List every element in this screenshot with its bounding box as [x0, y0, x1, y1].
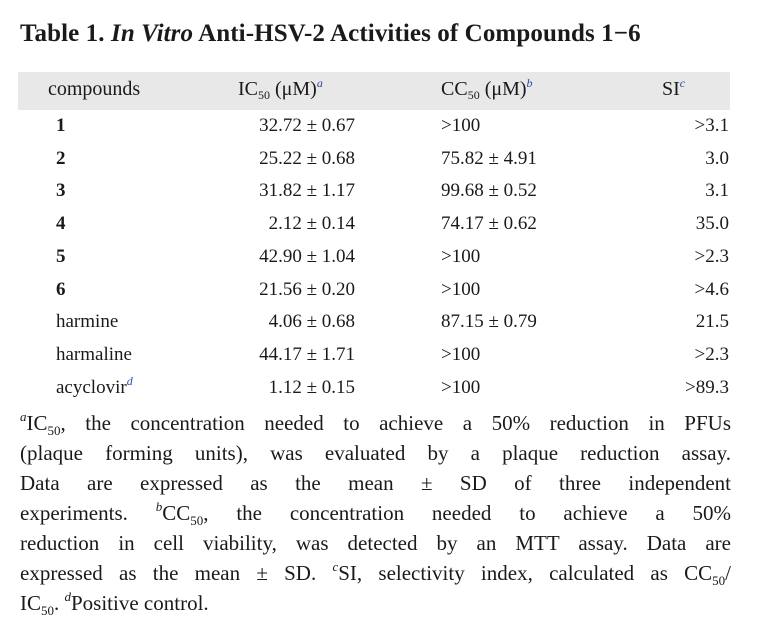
footnote-a-marker: a: [20, 409, 27, 424]
header-ic50-unit: (μM): [275, 78, 317, 100]
si-value: 21.5: [695, 311, 729, 332]
ic50-value: 21.56 ± 0.20: [259, 279, 355, 300]
ic50-value: 42.90 ± 1.04: [259, 246, 355, 267]
header-cc50-note: b: [526, 76, 533, 90]
compound-name: [56, 213, 66, 235]
caption-rest: Anti-HSV-2 Activities of Compounds 1−6: [198, 20, 641, 47]
cc50-value: >100: [441, 279, 481, 300]
compound-note: d: [126, 374, 133, 388]
compound-name: [56, 115, 66, 137]
compound-name: [56, 148, 66, 170]
ic50-value: 2.12 ± 0.14: [268, 213, 355, 234]
compound-label: 6: [56, 279, 66, 300]
compound-label: acyclovir: [56, 377, 127, 398]
compound-label: 1: [56, 115, 66, 136]
footnote-d-marker: d: [64, 589, 71, 604]
compound-name: [56, 311, 118, 333]
footnote-line: expressed as the mean ± SD. $^c$SI, selectivity index, calculated as $CC_{50}/$: [20, 559, 731, 588]
footnote-line: (plaque forming units), was evaluated by a plaque reduction assay.: [20, 441, 731, 465]
cc50-value: >100: [441, 377, 481, 398]
si-value: >3.1: [694, 115, 729, 136]
header-cc50-main: CC: [441, 78, 468, 100]
footnote-c-marker: c: [332, 559, 339, 574]
si-value: >4.6: [694, 279, 729, 300]
si-value: 3.1: [705, 180, 729, 201]
ic50-value: 4.06 ± 0.68: [268, 311, 355, 332]
header-si-note: c: [679, 76, 686, 90]
cc50-value: 99.68 ± 0.52: [441, 180, 537, 201]
cc50-value: 75.82 ± 4.91: [441, 148, 537, 169]
header-cc50-unit: (μM): [484, 78, 527, 100]
header-cc50-sub: 50: [467, 88, 480, 102]
header-cc50: [441, 78, 533, 100]
cc50-value: 74.17 ± 0.62: [441, 213, 537, 234]
compound-name: [56, 344, 132, 366]
cc50-value: >100: [441, 115, 481, 136]
caption-prefix: Table 1.: [20, 20, 105, 47]
footnote-line: $^aIC_{50}$, the concentration needed to achieve a 50% reduction in PFUs: [20, 409, 731, 438]
header-ic50-note: a: [316, 76, 323, 90]
footnote-b-marker: b: [155, 499, 163, 514]
compound-label: 5: [56, 246, 66, 267]
cc50-value: 87.15 ± 0.79: [441, 311, 537, 332]
si-value: 3.0: [705, 148, 729, 169]
header-compounds: compounds: [48, 78, 141, 100]
header-ic50: [238, 78, 323, 100]
compound-label: harmaline: [56, 344, 132, 365]
header-si: [662, 78, 685, 100]
si-value: 35.0: [695, 213, 729, 234]
compound-name: [56, 279, 66, 301]
header-ic50-sub: 50: [258, 88, 270, 102]
compound-name: [56, 180, 66, 202]
caption-italic: In Vitro: [111, 20, 194, 47]
ic50-value: 32.72 ± 0.67: [259, 115, 355, 136]
si-value: >89.3: [685, 377, 729, 398]
ic50-value: 25.22 ± 0.68: [259, 148, 355, 169]
cc50-value: >100: [441, 344, 481, 365]
header-si-main: SI: [662, 78, 680, 100]
si-value: >2.3: [694, 344, 729, 365]
footnote-line: experiments. $^bCC_{50}$, the concentration needed to achieve a 50%: [20, 499, 732, 528]
ic50-value: 31.82 ± 1.17: [259, 180, 355, 201]
si-value: >2.3: [694, 246, 729, 267]
table-caption: [20, 20, 641, 48]
compound-label: 4: [56, 213, 66, 234]
footnote-line: reduction in cell viability, was detected by an MTT assay. Data are: [20, 531, 731, 555]
footnote-line: Data are expressed as the mean ± SD of three independent: [20, 471, 731, 495]
ic50-value: 1.12 ± 0.15: [268, 377, 355, 398]
table-footnotes: [20, 408, 731, 618]
ic50-value: 44.17 ± 1.71: [259, 344, 355, 365]
compound-label: harmine: [56, 311, 119, 332]
compound-label: 2: [56, 148, 66, 169]
footnote-line: $IC_{50}$. $^d$Positive control.: [20, 589, 209, 618]
header-ic50-main: IC: [238, 78, 258, 100]
compound-name: [56, 374, 133, 399]
compound-name: [56, 246, 66, 268]
cc50-value: >100: [441, 246, 481, 267]
compound-label: 3: [56, 180, 66, 201]
